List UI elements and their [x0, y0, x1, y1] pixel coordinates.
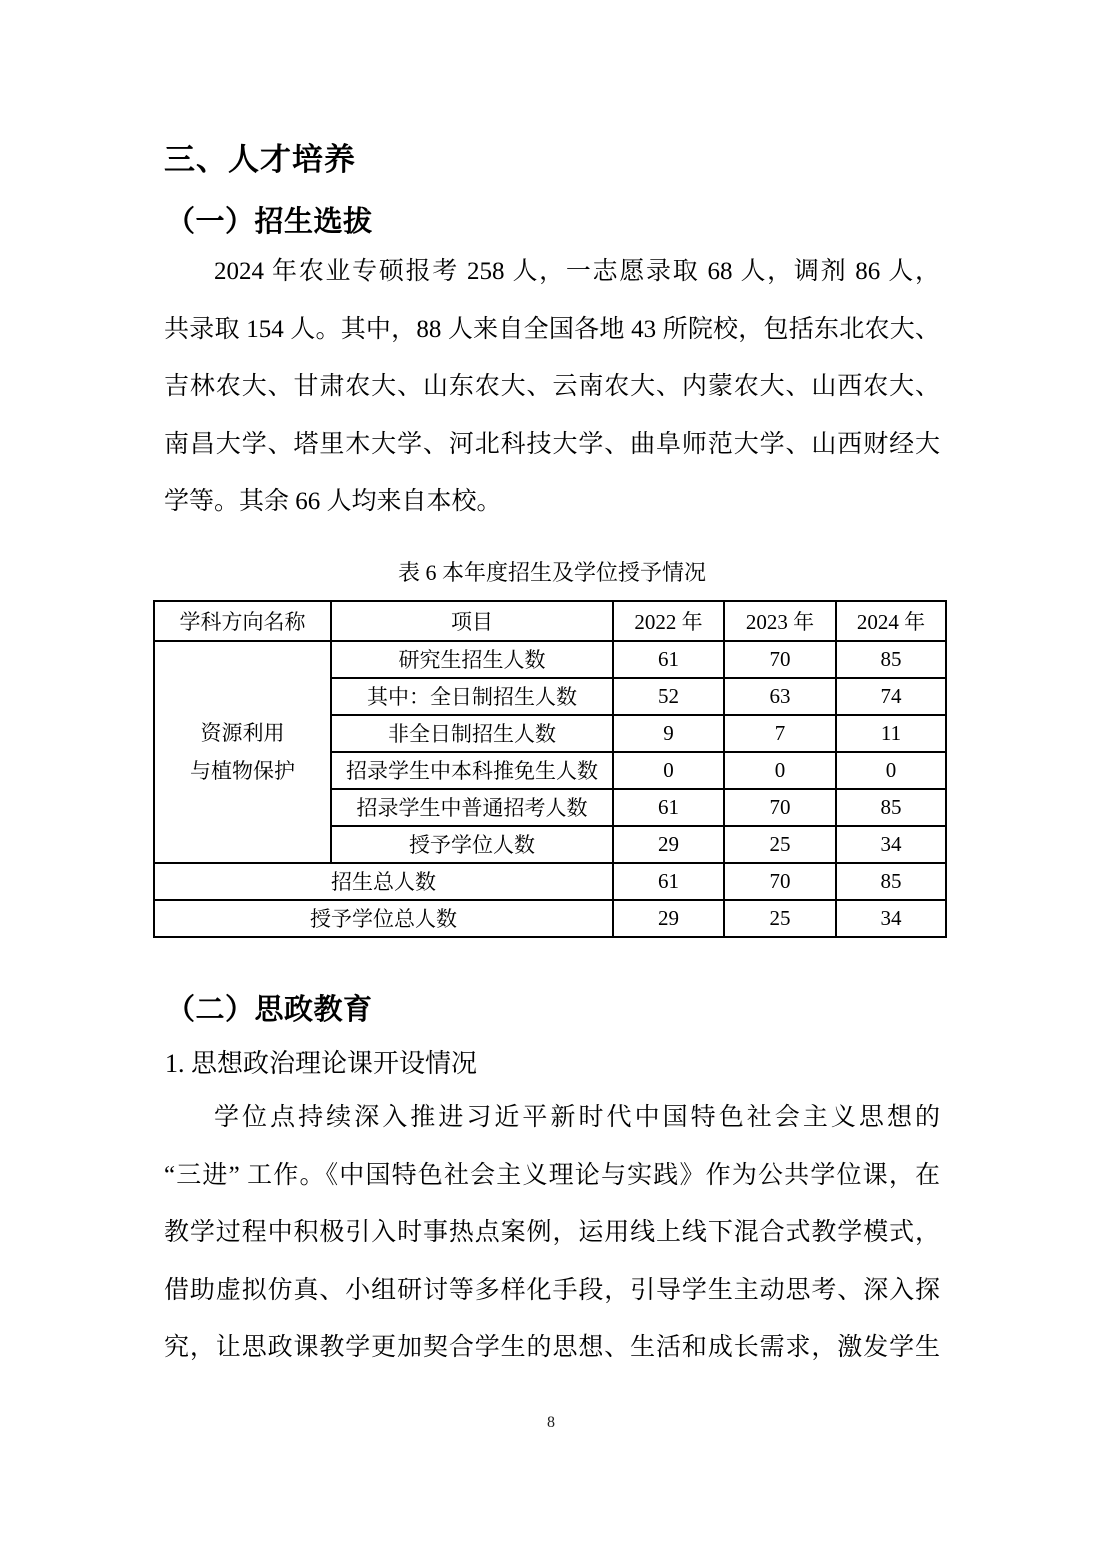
value-cell: 34 — [836, 826, 946, 863]
value-cell: 85 — [836, 641, 946, 678]
direction-name-line: 与植物保护 — [190, 758, 295, 783]
text-line: “三进” 工作。《中国特色社会主义理论与实践》作为公共学位课，在 — [164, 1161, 940, 1189]
value-cell: 70 — [724, 789, 836, 826]
table-header-row — [154, 601, 946, 641]
subsection-heading-ideology: （二）思政教育 — [166, 993, 373, 1026]
summary-label-cell: 授予学位总人数 — [154, 900, 613, 937]
numbered-subheading: 1. 思想政治理论课开设情况 — [165, 1048, 478, 1078]
ideology-paragraph — [164, 1089, 940, 1377]
table-header-cell: 2024 年 — [836, 601, 946, 641]
value-cell: 61 — [613, 863, 724, 900]
direction-name-line: 资源利用 — [200, 720, 285, 745]
value-cell: 85 — [836, 789, 946, 826]
text-line: 共录取 154 人。其中，88 人来自全国各地 43 所院校，包括东北农大、 — [164, 315, 940, 343]
text-line: 南昌大学、塔里木大学、河北科技大学、曲阜师范大学、山西财经大 — [164, 430, 940, 458]
table-row — [154, 863, 946, 900]
text-line: 教学过程中积极引入时事热点案例，运用线上线下混合式教学模式， — [164, 1219, 940, 1247]
table-header-cell: 2022 年 — [613, 601, 724, 641]
section-heading: 三、人才培养 — [164, 142, 356, 177]
summary-label-cell: 招生总人数 — [154, 863, 613, 900]
value-cell: 29 — [613, 900, 724, 937]
table-header-cell: 学科方向名称 — [154, 601, 331, 641]
value-cell: 85 — [836, 863, 946, 900]
table-header-cell: 项目 — [331, 601, 613, 641]
value-cell: 29 — [613, 826, 724, 863]
value-cell: 63 — [724, 678, 836, 715]
value-cell: 61 — [613, 789, 724, 826]
row-label-cell: 招录学生中本科推免生人数 — [331, 752, 613, 789]
admissions-paragraph — [164, 243, 940, 531]
row-label-cell: 其中：全日制招生人数 — [331, 678, 613, 715]
table-caption: 表 6 本年度招生及学位授予情况 — [397, 559, 706, 585]
value-cell: 70 — [724, 641, 836, 678]
discipline-direction-cell — [154, 641, 331, 863]
text-line: 学等。其余 66 人均来自本校。 — [164, 488, 502, 516]
value-cell: 0 — [724, 752, 836, 789]
value-cell: 7 — [724, 715, 836, 752]
value-cell: 25 — [724, 900, 836, 937]
text-line: 借助虚拟仿真、小组研讨等多样化手段，引导学生主动思考、深入探 — [164, 1276, 940, 1304]
page-number: 8 — [547, 1414, 555, 1431]
value-cell: 52 — [613, 678, 724, 715]
text-line: 究，让思政课教学更加契合学生的思想、生活和成长需求，激发学生 — [164, 1334, 940, 1362]
row-label-cell: 授予学位人数 — [331, 826, 613, 863]
subsection-heading-admissions: （一）招生选拔 — [166, 206, 373, 238]
value-cell: 0 — [613, 752, 724, 789]
table-header-cell: 2023 年 — [724, 601, 836, 641]
value-cell: 74 — [836, 678, 946, 715]
text-line: 2024 年农业专硕报考 258 人，一志愿录取 68 人，调剂 86 人， — [214, 258, 940, 285]
text-line: 学位点持续深入推进习近平新时代中国特色社会主义思想的 — [214, 1103, 940, 1131]
value-cell: 0 — [836, 752, 946, 789]
row-label-cell: 非全日制招生人数 — [331, 715, 613, 752]
text-line: 吉林农大、甘肃农大、山东农大、云南农大、内蒙农大、山西农大、 — [164, 373, 940, 401]
value-cell: 61 — [613, 641, 724, 678]
table-row — [154, 641, 946, 678]
value-cell: 34 — [836, 900, 946, 937]
admissions-degrees-table — [153, 600, 947, 938]
value-cell: 70 — [724, 863, 836, 900]
value-cell: 11 — [836, 715, 946, 752]
value-cell: 25 — [724, 826, 836, 863]
row-label-cell: 研究生招生人数 — [331, 641, 613, 678]
row-label-cell: 招录学生中普通招考人数 — [331, 789, 613, 826]
table-row — [154, 900, 946, 937]
value-cell: 9 — [613, 715, 724, 752]
